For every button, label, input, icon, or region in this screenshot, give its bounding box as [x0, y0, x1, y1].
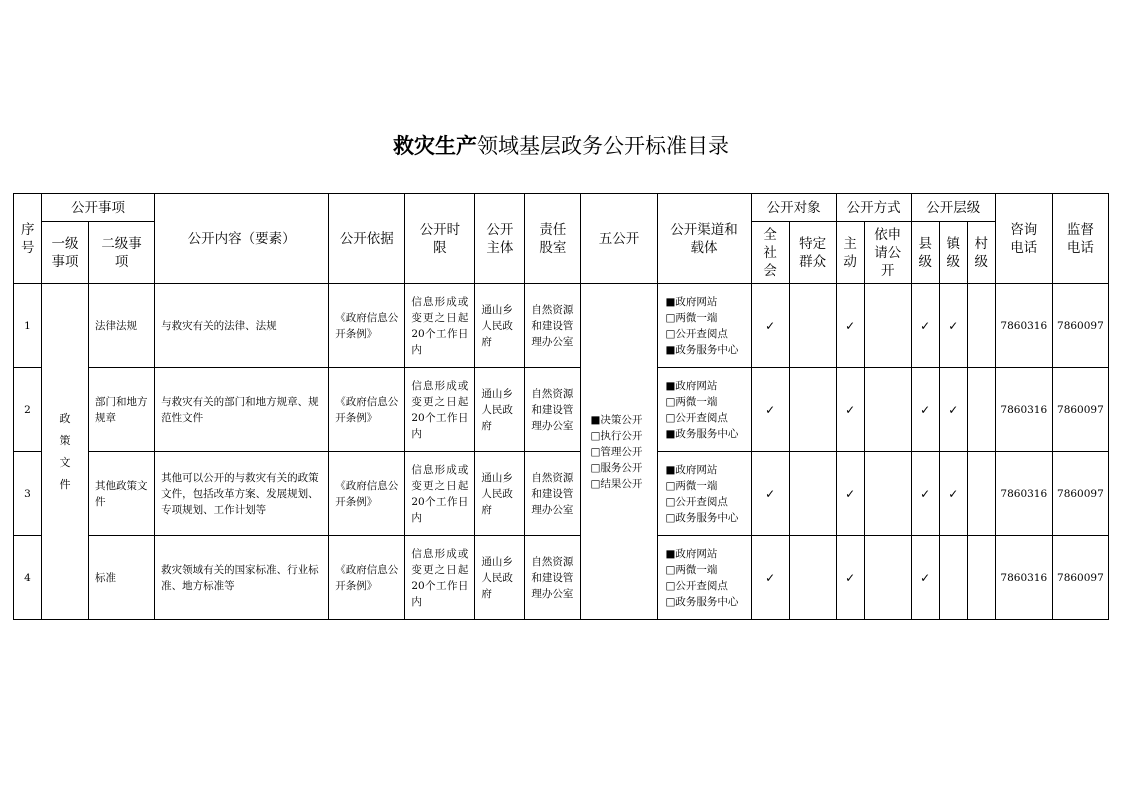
- cell-request: [864, 284, 911, 368]
- header-level1: 一级事项: [42, 222, 89, 284]
- channel-item: □两微一端: [665, 311, 718, 324]
- tick-town: ✓: [939, 284, 967, 368]
- cell-aud-specific: [789, 368, 836, 452]
- header-lvl-county: 县级: [911, 222, 939, 284]
- five-publicity-item: □执行公开: [590, 429, 643, 442]
- row-dept: 自然资源和建设管理办公室: [525, 536, 581, 620]
- five-publicity-item: ■决策公开: [590, 413, 643, 426]
- header-seq: 序号: [14, 194, 42, 284]
- row-channels: [657, 368, 751, 452]
- channel-item: □两微一端: [665, 563, 718, 576]
- row-content: 与救灾有关的部门和地方规章、规范性文件: [155, 368, 329, 452]
- row-content: 与救灾有关的法律、法规: [155, 284, 329, 368]
- header-aud-specific: 特定群众: [789, 222, 836, 284]
- tick-town: ✓: [939, 368, 967, 452]
- channel-item: ■政务服务中心: [665, 427, 739, 440]
- row-consult: 7860316: [995, 368, 1052, 452]
- five-publicity-item: □结果公开: [590, 477, 643, 490]
- row-time-limit: 信息形成或变更之日起20个工作日内: [405, 452, 475, 536]
- row-channels: [657, 452, 751, 536]
- header-lvl-town: 镇级: [939, 222, 967, 284]
- row-supervise: 7860097: [1052, 452, 1108, 536]
- title-bold-part: 救灾生产: [393, 133, 477, 158]
- page-title: [0, 133, 1122, 159]
- cell-aud-specific: [789, 452, 836, 536]
- row-seq: 2: [14, 368, 42, 452]
- cell-request: [864, 536, 911, 620]
- channel-item: □两微一端: [665, 395, 718, 408]
- row-subject: 通山乡人民政府: [475, 536, 525, 620]
- header-subject: 公开主体: [475, 194, 525, 284]
- cell-request: [864, 368, 911, 452]
- row-supervise: 7860097: [1052, 284, 1108, 368]
- row-dept: 自然资源和建设管理办公室: [525, 452, 581, 536]
- channel-item: ■政府网站: [665, 379, 718, 392]
- tick-town: ✓: [939, 452, 967, 536]
- tick-aud-all: ✓: [751, 284, 789, 368]
- channel-item: □公开查阅点: [665, 579, 728, 592]
- tick-county: ✓: [911, 368, 939, 452]
- header-time-limit: 公开时限: [405, 194, 475, 284]
- channel-item: ■政府网站: [665, 547, 718, 560]
- channel-item: ■政府网站: [665, 463, 718, 476]
- row-channels: [657, 536, 751, 620]
- row-level2: 法律法规: [89, 284, 155, 368]
- row-dept: 自然资源和建设管理办公室: [525, 368, 581, 452]
- row-time-limit: 信息形成或变更之日起20个工作日内: [405, 284, 475, 368]
- level1-item: 政策文件: [42, 284, 89, 620]
- row-seq: 3: [14, 452, 42, 536]
- row-supervise: 7860097: [1052, 368, 1108, 452]
- cell-village: [967, 452, 995, 536]
- tick-aud-all: ✓: [751, 536, 789, 620]
- header-level: 公开层级: [911, 194, 995, 222]
- tick-active: ✓: [836, 284, 864, 368]
- row-subject: 通山乡人民政府: [475, 284, 525, 368]
- row-consult: 7860316: [995, 452, 1052, 536]
- header-items: 公开事项: [42, 194, 155, 222]
- header-aud-all: 全社会: [751, 222, 789, 284]
- cell-village: [967, 284, 995, 368]
- row-time-limit: 信息形成或变更之日起20个工作日内: [405, 368, 475, 452]
- tick-active: ✓: [836, 536, 864, 620]
- title-rest-part: 领域基层政务公开标准目录: [477, 134, 729, 158]
- row-basis: 《政府信息公开条例》: [329, 368, 405, 452]
- row-level2: 部门和地方规章: [89, 368, 155, 452]
- row-basis: 《政府信息公开条例》: [329, 284, 405, 368]
- header-basis: 公开依据: [329, 194, 405, 284]
- header-dept: 责任股室: [525, 194, 581, 284]
- table-row: [14, 452, 1109, 536]
- row-subject: 通山乡人民政府: [475, 368, 525, 452]
- table-row: [14, 368, 1109, 452]
- five-publicity-item: □管理公开: [590, 445, 643, 458]
- header-lvl-village: 村级: [967, 222, 995, 284]
- catalog-table: [13, 193, 1109, 620]
- header-audience: 公开对象: [751, 194, 836, 222]
- row-consult: 7860316: [995, 536, 1052, 620]
- header-level2: 二级事项: [89, 222, 155, 284]
- tick-aud-all: ✓: [751, 452, 789, 536]
- channel-item: □政务服务中心: [665, 595, 739, 608]
- table-row: [14, 284, 1109, 368]
- row-subject: 通山乡人民政府: [475, 452, 525, 536]
- channel-item: ■政务服务中心: [665, 343, 739, 356]
- row-content: 救灾领域有关的国家标准、行业标准、地方标准等: [155, 536, 329, 620]
- five-publicity-item: □服务公开: [590, 461, 643, 474]
- row-basis: 《政府信息公开条例》: [329, 536, 405, 620]
- row-channels: [657, 284, 751, 368]
- row-consult: 7860316: [995, 284, 1052, 368]
- channel-item: □政务服务中心: [665, 511, 739, 524]
- tick-county: ✓: [911, 452, 939, 536]
- row-dept: 自然资源和建设管理办公室: [525, 284, 581, 368]
- header-supervise: 监督电话: [1052, 194, 1108, 284]
- cell-town: [939, 536, 967, 620]
- header-method-request: 依申请公开: [864, 222, 911, 284]
- five-publicity-list: [581, 284, 657, 620]
- header-consult: 咨询电话: [995, 194, 1052, 284]
- row-time-limit: 信息形成或变更之日起20个工作日内: [405, 536, 475, 620]
- channel-item: □公开查阅点: [665, 411, 728, 424]
- channel-item: □公开查阅点: [665, 327, 728, 340]
- cell-request: [864, 452, 911, 536]
- header-method: 公开方式: [836, 194, 911, 222]
- tick-active: ✓: [836, 368, 864, 452]
- tick-aud-all: ✓: [751, 368, 789, 452]
- cell-aud-specific: [789, 284, 836, 368]
- row-level2: 其他政策文件: [89, 452, 155, 536]
- cell-village: [967, 368, 995, 452]
- row-seq: 4: [14, 536, 42, 620]
- row-seq: 1: [14, 284, 42, 368]
- header-five: 五公开: [581, 194, 657, 284]
- cell-aud-specific: [789, 536, 836, 620]
- cell-village: [967, 536, 995, 620]
- channel-item: □公开查阅点: [665, 495, 728, 508]
- row-basis: 《政府信息公开条例》: [329, 452, 405, 536]
- tick-active: ✓: [836, 452, 864, 536]
- header-channel: 公开渠道和载体: [657, 194, 751, 284]
- row-level2: 标准: [89, 536, 155, 620]
- channel-item: ■政府网站: [665, 295, 718, 308]
- tick-county: ✓: [911, 284, 939, 368]
- table-row: [14, 536, 1109, 620]
- header-method-active: 主动: [836, 222, 864, 284]
- header-content: 公开内容（要素）: [155, 194, 329, 284]
- row-supervise: 7860097: [1052, 536, 1108, 620]
- row-content: 其他可以公开的与救灾有关的政策文件，包括改革方案、发展规划、专项规划、工作计划等: [155, 452, 329, 536]
- tick-county: ✓: [911, 536, 939, 620]
- channel-item: □两微一端: [665, 479, 718, 492]
